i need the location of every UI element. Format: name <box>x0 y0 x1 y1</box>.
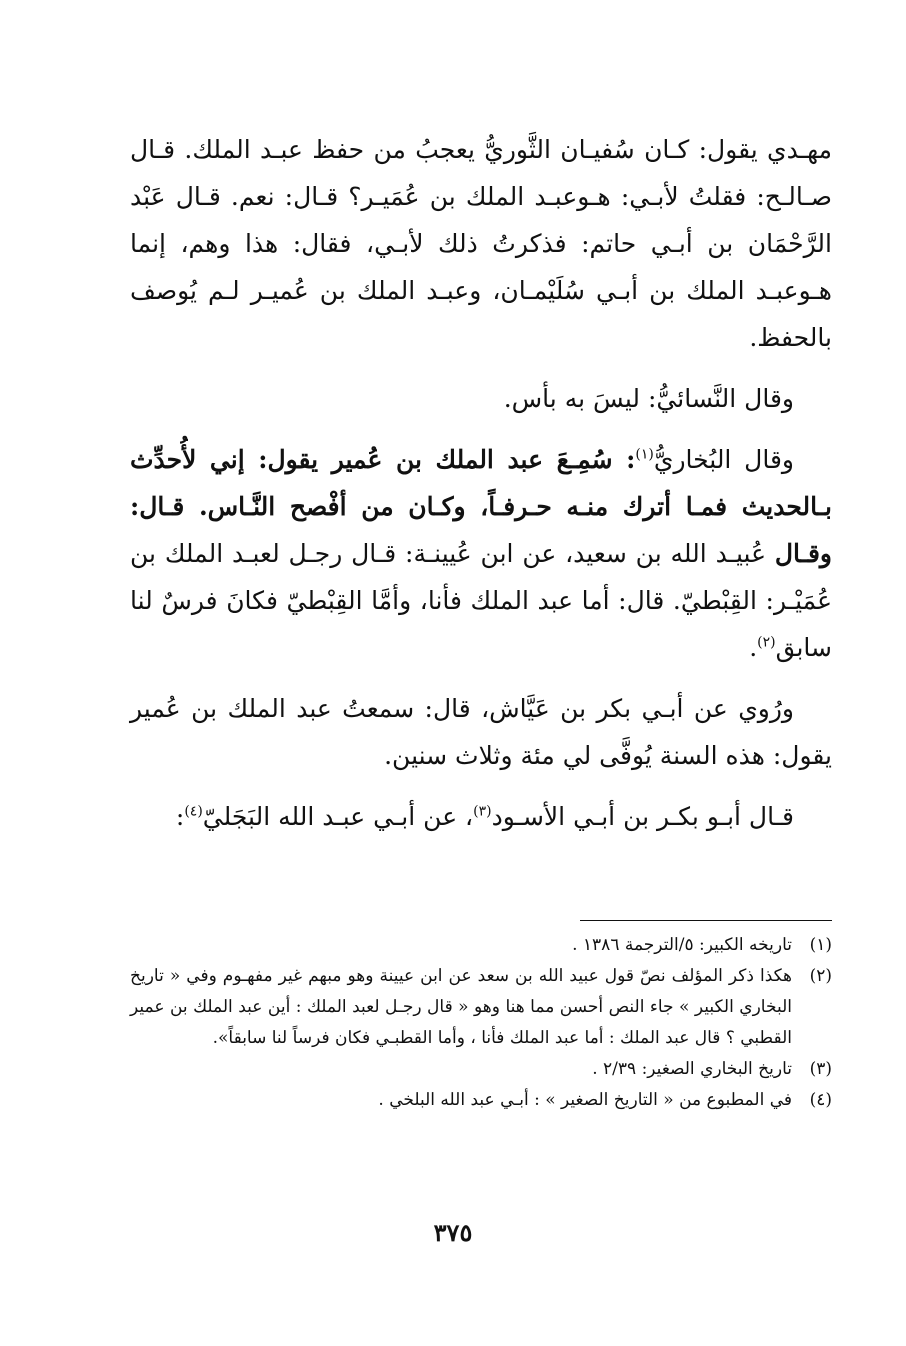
footnote-3 <box>130 1054 832 1085</box>
footnote-number: (٤) <box>809 1090 832 1110</box>
paragraph-2: وقال النَّسائيُّ: ليسَ به بأس. <box>503 384 794 413</box>
footnote-4 <box>130 1085 832 1116</box>
footnote-ref-3: (٣) <box>473 803 492 820</box>
footnote-number: (٢) <box>809 966 832 986</box>
paragraph-4: ورُوي عن أبـي بكر بن عَيَّاش، قال: سمعتُ عبد الملك بن عُمير يقول: هذه السنة يُوفَّى لي مئة وثلاث سنين. <box>130 694 832 770</box>
paragraph-3-lead: وقال البُخاريُّ <box>653 445 794 474</box>
page-number: ٣٧٥ <box>433 1218 473 1247</box>
footnote-ref-1: (١) <box>635 446 654 463</box>
paragraph-5 <box>130 793 832 840</box>
paragraph-3-rest: عُبيـد الله بن سعيد، عن ابن عُيينـة: قـال رجـل لعبـد الملك بن عُمَيْـر: القِبْطيّ. قال: أما عبد الملك فأنا، وأمَّا القِبْطيّ فكانَ فرسٌ لنا سابق <box>130 539 832 662</box>
paragraph-1: مهـدي يقول: كـان سُفيـان الثَّوريُّ يعجبُ من حفظ عبـد الملك. قـال صـالـح: فقلتُ لأبـي: هـوعبـد الملك بن عُمَيـر؟ قـال: نعم. قـال عَبْد الرَّحْمَان بن أبـي حاتم: فذكرتُ ذلك لأبـي، فقال: هذا وهم، إنما هـوعبـد الملك بن أبـي سُلَيْمـان، وعبـد الملك بن عُميـر لـم يُوصف بالحفظ. <box>130 135 832 352</box>
footnote-ref-2: (٢) <box>757 634 776 651</box>
footnotes <box>130 930 832 1116</box>
footnote-1 <box>130 930 832 961</box>
footnote-number: (٣) <box>809 1059 832 1079</box>
paragraph-3 <box>130 436 832 671</box>
paragraph-5-lead: قـال أبـو بكـر بن أبـي الأسـود <box>491 802 794 831</box>
footnote-number: (١) <box>809 935 832 955</box>
footnote-divider <box>580 920 832 921</box>
paragraph-3-bold: : سُمِـعَ عبد الملك بن عُمير يقول: إني لأُحدِّث بـالحديث فمـا أترك منـه حـرفـاً، وكـان من أفْصح النَّـاس. قـال: وقـال <box>130 445 832 568</box>
footnote-ref-4: (٤) <box>184 803 203 820</box>
main-text <box>130 126 832 840</box>
footnote-text: تاريخه الكبير: ٥/الترجمة ١٣٨٦ . <box>572 935 792 955</box>
footnote-2 <box>130 961 832 1054</box>
footnote-text: في المطبوع من « التاريخ الصغير » : أبـي عبد الله البلخي . <box>378 1090 792 1110</box>
paragraph-3-end: . <box>749 633 758 662</box>
footnote-text: هكذا ذكر المؤلف نصّ قول عبيد الله بن سعد عن ابن عيينة وهو مبهم غير مفهـوم وفي « تاريخ البخاري الكبير » جاء النص أحسن مما هنا وهو « قال رجـل لعبد الملك : أين عبد الملك بن عمير القطبي ؟ قال عبد الملك : أما عبد الملك فأنا ، وأما القطبـي فكان فرساً لنا سابقاً». <box>130 966 792 1048</box>
footnote-text: تاريخ البخاري الصغير: ٢/٣٩ . <box>592 1059 792 1079</box>
paragraph-5-end: : <box>175 802 185 831</box>
paragraph-5-mid: ، عن أبـي عبـد الله البَجَليّ <box>202 802 474 831</box>
